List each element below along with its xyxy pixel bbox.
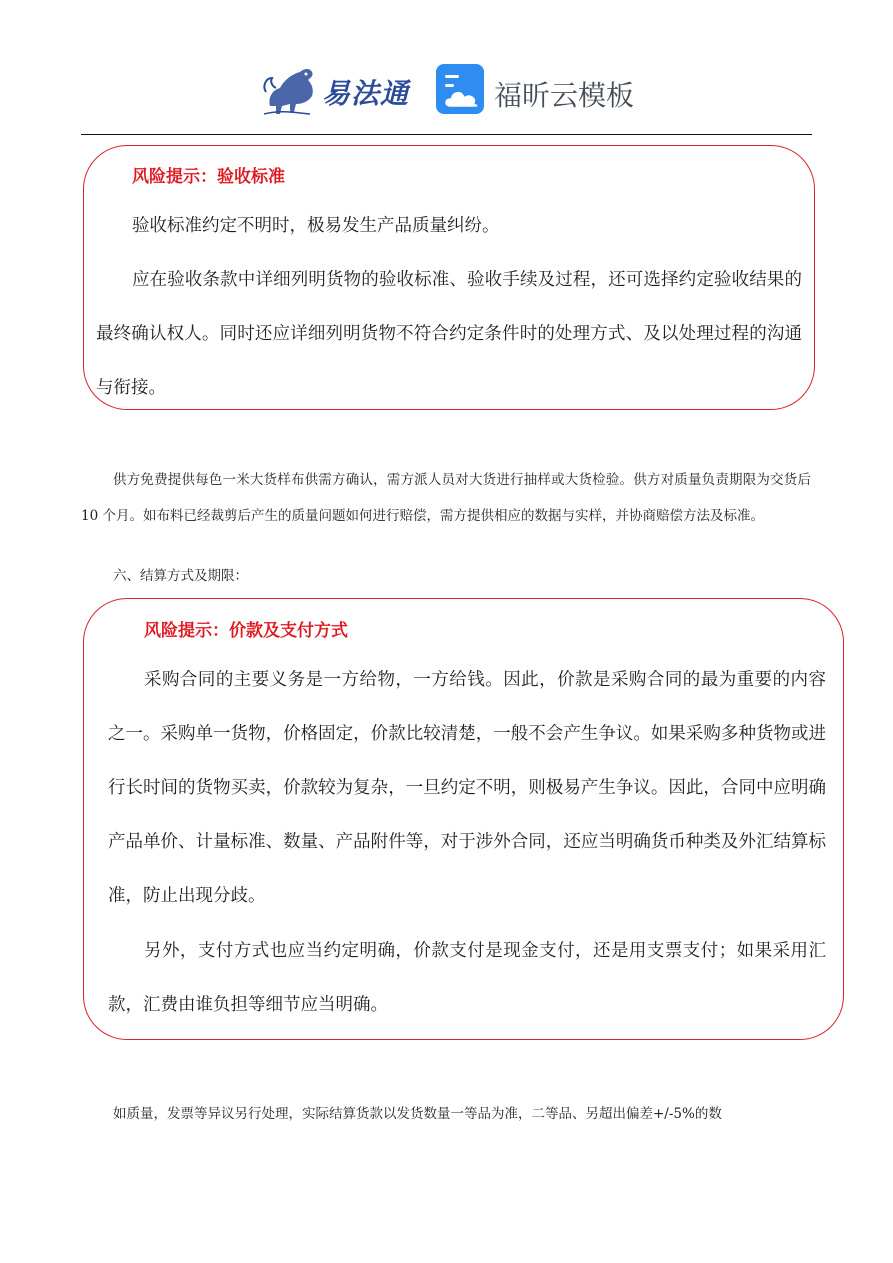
risk-notice-paragraph: 另外，支付方式也应当约定明确，价款支付是现金支付，还是用支票支付；如果采用汇款，汇费由谁负担等细节应当明确。 xyxy=(108,941,826,1015)
risk-notice-paragraph: 应在验收条款中详细列明货物的验收标准、验收手续及过程，还可选择约定验收结果的最终确认权人。同时还应详细列明货物不符合约定条件时的处理方式、及以处理过程的沟通与衔接。 xyxy=(96,270,802,398)
risk-notice-box-acceptance xyxy=(83,145,815,410)
contract-paragraph-quality-inspection: 供方免费提供每色一米大货样布供需方确认，需方派人员对大货进行抽样或大货检验。供方对质量负责期限为交货后 10 个月。如布料已经裁剪后产生的质量问题如何进行赔偿，需方提供相应的数据与实样，并协商赔偿方法及标准。 xyxy=(81,472,811,524)
risk-notice-paragraph: 采购合同的主要义务是一方给物，一方给钱。因此，价款是采购合同的最为重要的内容之一。采购单一货物，价格固定，价款比较清楚，一般不会产生争议。如果采购多种货物或进行长时间的货物买卖，价款较为复杂，一旦约定不明，则极易产生争议。因此，合同中应明确产品单价、计量标准、数量、产品附件等，对于涉外合同，还应当明确货币种类及外汇结算标准，防止出现分歧。 xyxy=(108,670,826,906)
risk-notice-title: 风险提示：验收标准 xyxy=(132,167,285,187)
header-divider xyxy=(81,134,812,135)
risk-notice-box-payment xyxy=(83,598,844,1040)
fuxin-logo-text: 福昕云模板 xyxy=(494,79,635,112)
fuxin-logo xyxy=(436,64,636,120)
yifatong-logo xyxy=(262,62,412,118)
page-header xyxy=(0,0,893,136)
risk-notice-paragraph: 验收标准约定不明时，极易发生产品质量纠纷。 xyxy=(132,216,500,236)
contract-paragraph-settlement: 如质量，发票等异议另行处理，实际结算货款以发货数量一等品为准，二等品、另超出偏差+/-5%的数 xyxy=(113,1106,722,1122)
cloud-document-icon xyxy=(436,64,486,116)
section-heading-settlement: 六、结算方式及期限： xyxy=(113,568,248,584)
yifatong-logo-text: 易法通 xyxy=(322,77,410,110)
horse-icon xyxy=(262,62,322,118)
risk-notice-title: 风险提示：价款及支付方式 xyxy=(144,621,348,641)
